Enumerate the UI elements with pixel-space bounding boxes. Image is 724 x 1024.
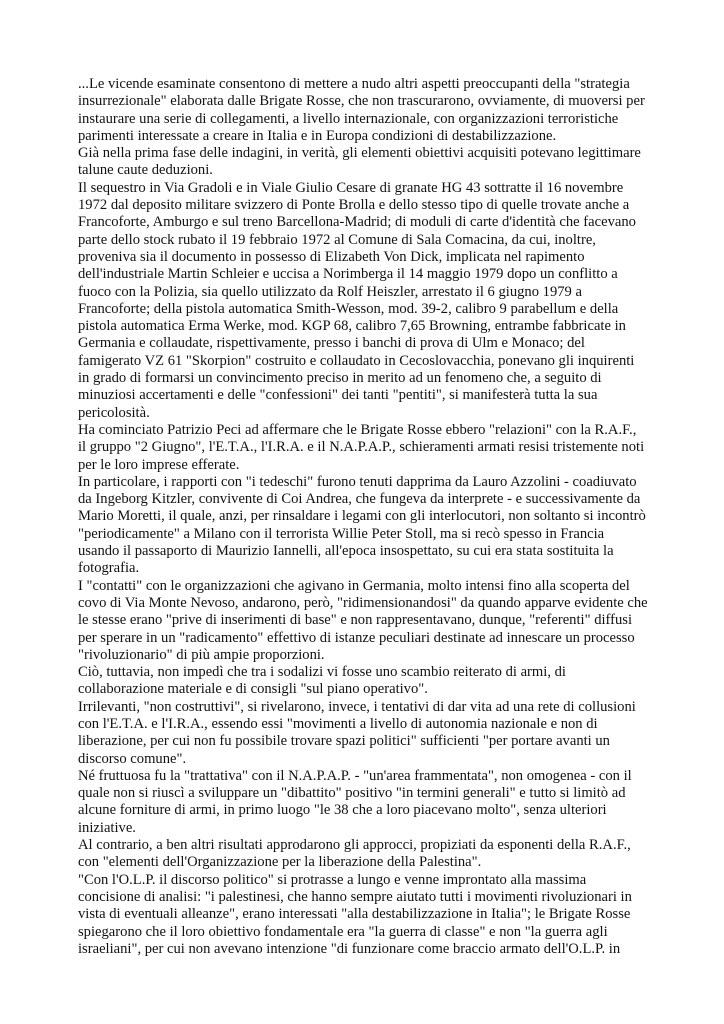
paragraph: Il sequestro in Via Gradoli e in Viale Giulio Cesare di granate HG 43 sottratte il 16 novembre 1972 dal deposito militare svizzero di Ponte Brolla e dello stesso tipo di quelle trovate anche a Francoforte, Amburgo e sul treno Barcellona-Madrid; di moduli di carte d'identità che facevano parte dello stock rubato il 19 febbraio 1972 al Comune di Sala Comacina, da cui, inoltre, proveniva sia il documento in possesso di Elizabeth Von Dick, implicata nel rapimento dell'industriale Martin Schleier e uccisa a Norimberga il 14 maggio 1979 dopo un conflitto a fuoco con la Polizia, sia quello utilizzato da Rolf Heiszler, arrestato il 6 giugno 1979 a Francoforte; della pistola automatica Smith-Wesson, mod. 39-2, calibro 9 parabellum e della pistola automatica Erma Werke, mod. KGP 68, calibro 7,65 Browning, entrambe fabbricate in Germania e collaudate, rispettivamente, presso i banchi di prova di Ulm e Monaco; del famigerato VZ 61 "Skorpion" costruito e collaudato in Cecoslovacchia, ponevano gli inquirenti in grado di formarsi un convincimento preciso in merito ad un fenomeno che, a seguito di minuziosi accertamenti e delle "confessioni" dei tanti "pentiti", si manifesterà tutta la sua pericolosità. <box>78 179 636 421</box>
paragraph: "Con l'O.L.P. il discorso politico" si protrasse a lungo e venne improntato alla massima concisione di analisi: "i palestinesi, che hanno sempre aiutato tutti i movimenti rivoluzionari in vista di eventuali alleanze", erano interessati "alla destabilizzazione in Italia"; le Brigate Rosse spiegarono che il loro obiettivo fondamentale era "la guerra di classe" e non "la guerra agli israeliani", per cui non avevano intenzione "di funzionare come braccio armato dell'O.L.P. in <box>78 871 632 957</box>
paragraph: ...Le vicende esaminate consentono di mettere a nudo altri aspetti preoccupanti della "strategia insurrezionale" elaborata dalle Brigate Rosse, che non trascurarono, ovviamente, di muoversi per instaurare una serie di collegamenti, a livello internazionale, con organizzazioni terroristiche parimenti interessate a creare in Italia e in Europa condizioni di destabilizzazione. <box>78 76 645 144</box>
paragraph: Ha cominciato Patrizio Peci ad affermare che le Brigate Rosse ebbero "relazioni" con la R.A.F., il gruppo "2 Giugno", l'E.T.A., l'I.R.A. e il N.A.P.A.P., schieramenti armati resisi tristemente noti per le loro imprese efferate. <box>78 421 645 473</box>
paragraph: Irrilevanti, "non costruttivi", si rivelarono, invece, i tentativi di dar vita ad una rete di collusioni con l'E.T.A. e l'I.R.A., essendo essi "movimenti a livello di autonomia nazionale e non di liberazione, per cui non fu possibile trovare spazi politici" sufficienti "per portare avanti un discorso comune". <box>78 698 636 767</box>
paragraph: Ciò, tuttavia, non impedì che tra i sodalizi vi fosse uno scambio reiterato di armi, di collaborazione materiale e di consigli "sul piano operativo". <box>78 664 566 698</box>
paragraph: Al contrario, a ben altri risultati approdarono gli approcci, propiziati da esponenti della R.A.F., con "elementi dell'Organizzazione per la liberazione della Palestina". <box>78 837 631 871</box>
document-body <box>78 76 648 958</box>
paragraph: Né fruttuosa fu la "trattativa" con il N.A.P.A.P. - "un'area frammentata", non omogenea - con il quale non si riuscì a sviluppare un "dibattito" positivo "in termini generali" e tutto si limitò ad alcune forniture di armi, in primo luogo "le 38 che a loro piacevano molto", senza ulteriori iniziative. <box>78 767 632 836</box>
paragraph: Già nella prima fase delle indagini, in verità, gli elementi obiettivi acquisiti potevano legittimare talune caute deduzioni. <box>78 145 641 179</box>
paragraph: I "contatti" con le organizzazioni che agivano in Germania, molto intensi fino alla scoperta del covo di Via Monte Nevoso, andarono, però, "ridimensionandosi" da quando apparve evidente che le stesse erano "prive di inserimenti di base" e non rappresentavano, dunque, "referenti" diffusi per sperare in un "radicamento" effettivo di istanze peculiari destinate ad innescare un processo "rivoluzionario" di più ampie proporzioni. <box>78 577 648 663</box>
paragraph: In particolare, i rapporti con "i tedeschi" furono tenuti dapprima da Lauro Azzolini - coadiuvato da Ingeborg Kitzler, convivente di Coi Andrea, che fungeva da interprete - e successivamente da Mario Moretti, il quale, anzi, per rinsaldare i legami con gli interlocutori, non soltanto si incontrò "periodicamente" a Milano con il terrorista Willie Peter Stoll, ma si recò spesso in Francia usando il passaporto di Maurizio Iannelli, all'epoca insospettato, su cui era stata sostituita la fotografia. <box>78 473 646 577</box>
